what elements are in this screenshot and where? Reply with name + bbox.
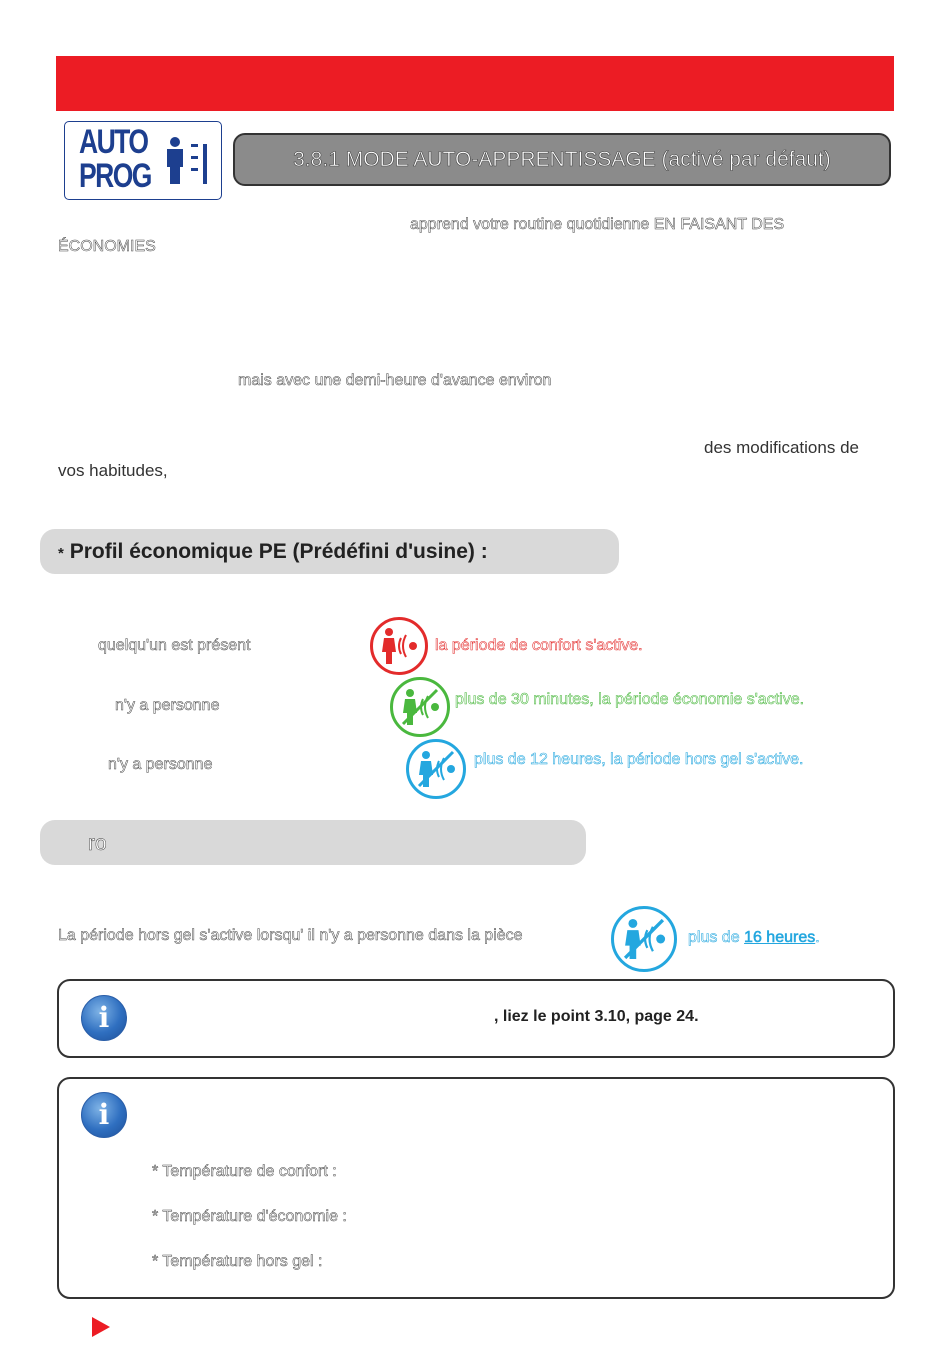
intro-line-2: ÉCONOMIES (58, 238, 156, 255)
horsgel-text: La période hors gel s'active lorsqu' il n'y a personne dans la pièce (58, 927, 523, 944)
info-icon: i (81, 1092, 127, 1138)
person-absent-blue-icon (406, 739, 466, 799)
logo-line-2: PROG (79, 157, 151, 195)
section-title: 3.8.1 MODE AUTO-APPRENTISSAGE (activé par défaut) (293, 148, 831, 171)
info-box-2 (57, 1077, 895, 1299)
person-absent-horsgel-icon (611, 906, 677, 972)
row2-left-text: n'y a personne (115, 697, 220, 714)
profile-title: Profil économique PE (Prédéfini d'usine) : (69, 540, 488, 563)
temp-confort-label: * Température de confort : (152, 1163, 337, 1180)
intro-line-1: apprend votre routine quotidienne EN FAISANT DES (410, 216, 785, 233)
horsgel-tail-suffix: . (815, 929, 820, 946)
info-box-1 (57, 979, 895, 1058)
horsgel-tail-prefix: plus de (688, 929, 745, 946)
intro-line-4b: vos habitudes, (58, 461, 168, 480)
section-title-box (233, 133, 891, 186)
row1-left-text: quelqu'un est présent (98, 637, 251, 654)
person-absent-green-icon (390, 677, 450, 737)
row1-right-text: la période de confort s'active. (435, 637, 643, 654)
second-header-pill (40, 820, 586, 865)
info-icon: i (81, 995, 127, 1041)
row2-right-text: plus de 30 minutes, la période économie s'active. (455, 691, 805, 708)
profile-header-pill (40, 529, 619, 574)
temp-horsgel-label: * Température hors gel : (152, 1253, 323, 1270)
autoprog-logo (64, 121, 222, 200)
row3-left-text: n'y a personne (108, 756, 213, 773)
top-red-band (56, 56, 894, 111)
person-sensor-icon (165, 136, 215, 188)
logo-line-1: AUTO (79, 123, 148, 161)
profile-bullet: * (58, 545, 64, 562)
row3-right-text: plus de 12 heures, la période hors gel s'active. (474, 751, 804, 768)
second-pill-text: ro (88, 832, 107, 855)
intro-line-3: mais avec une demi-heure d'avance environ (238, 372, 552, 389)
intro-line-4a: des modifications de (704, 438, 859, 457)
temp-economie-label: * Température d'économie : (152, 1208, 347, 1225)
info1-text: , liez le point 3.10, page 24. (494, 1008, 699, 1025)
triangle-arrow-icon (92, 1317, 110, 1337)
horsgel-hours-link[interactable]: 16 heures (744, 929, 816, 946)
horsgel-tail (688, 929, 820, 947)
person-present-icon (370, 617, 428, 675)
